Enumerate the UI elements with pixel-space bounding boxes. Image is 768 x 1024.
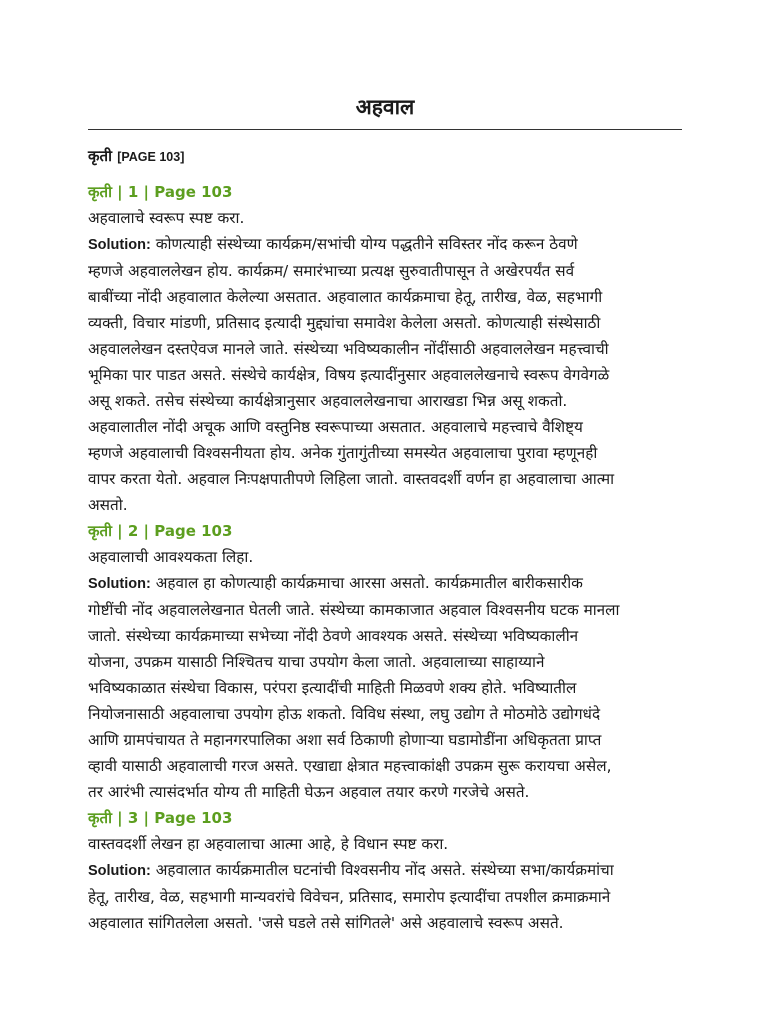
answer-line: अहवालातील नोंदी अचूक आणि वस्तुनिष्ठ स्वरूपाच्या असतात. अहवालाचे महत्त्वाचे वैशिष्ट्य	[88, 418, 583, 436]
question-heading-2: कृती | 2 | Page 103	[88, 522, 233, 540]
question-text-2: अहवालाची आवश्यकता लिहा.	[88, 548, 254, 566]
answer-line: नियोजनासाठी अहवालाचा उपयोग होऊ शकतो. विविध संस्था, लघु उद्योग ते मोठमोठे उद्योगधंदे	[88, 705, 601, 723]
answer-line: हेतू, तारीख, वेळ, सहभागी मान्यवरांचे विवेचन, प्रतिसाद, समारोप इत्यादींचा तपशील क्रमाक्रमाने	[88, 888, 611, 906]
answer-line: व्यक्ती, विचार मांडणी, प्रतिसाद इत्यादी मुद्द्यांचा समावेश केलेला असतो. कोणत्याही संस्थेसाठी	[88, 314, 601, 332]
answer-line: आणि ग्रामपंचायत ते महानगरपालिका अशा सर्व ठिकाणी होणाऱ्या घडामोडींना अधिकृतता प्राप्त	[88, 731, 602, 749]
answer-line: अहवालात कार्यक्रमातील घटनांची विश्वसनीय नोंद असते. संस्थेच्या सभा/कार्यक्रमांचा	[155, 861, 614, 879]
page-title: अहवाल	[355, 95, 415, 119]
answer-line: कोणत्याही संस्थेच्या कार्यक्रम/सभांची योग्य पद्धतीने सविस्तर नोंद करून ठेवणे	[155, 235, 578, 253]
question-block-3	[88, 805, 688, 936]
answer-line: अहवालात सांगितलेला असतो. 'जसे घडले तसे सांगितले' असे अहवालाचे स्वरूप असते.	[88, 914, 564, 932]
answer-line: भविष्यकाळात संस्थेचा विकास, परंपरा इत्यादींची माहिती मिळवणे शक्य होते. भविष्यातील	[88, 679, 577, 697]
answer-2	[88, 570, 688, 805]
answer-line: जातो. संस्थेच्या कार्यक्रमाच्या सभेच्या नोंदी ठेवणे आवश्यक असते. संस्थेच्या भविष्यकालीन	[88, 627, 579, 645]
section-heading	[88, 143, 184, 170]
question-block-2	[88, 518, 688, 805]
answer-line: असतो.	[88, 496, 128, 514]
question-text-3: वास्तवदर्शी लेखन हा अहवालाचा आत्मा आहे, हे विधान स्पष्ट करा.	[88, 835, 449, 853]
solution-label: Solution:	[88, 863, 151, 879]
title-divider	[88, 129, 682, 130]
answer-line: म्हणजे अहवालाची विश्वसनीयता होय. अनेक गुंतागुंतीच्या समस्येत अहवालाचा पुरावा म्हणूनही	[88, 444, 598, 462]
answer-line: व्हावी यासाठी अहवालाची गरज असते. एखाद्या क्षेत्रात महत्त्वाकांक्षी उपक्रम सुरू करायचा असेल,	[88, 757, 612, 775]
question-text-1: अहवालाचे स्वरूप स्पष्ट करा.	[88, 209, 245, 227]
answer-line: गोष्टींची नोंद अहवाललेखनात घेतली जाते. संस्थेच्या कामकाजात अहवाल विश्वसनीय घटक मानला	[88, 601, 620, 619]
questions-list	[88, 179, 688, 936]
answer-line: अहवाललेखन दस्तऐवज मानले जाते. संस्थेच्या भविष्यकालीन नोंदींसाठी अहवाललेखन महत्त्वाची	[88, 340, 609, 358]
answer-line: वापर करता येतो. अहवाल निःपक्षपातीपणे लिहिला जातो. वास्तवदर्शी वर्णन हा अहवालाचा आत्मा	[88, 470, 615, 488]
answer-1	[88, 231, 688, 518]
answer-line: बाबींच्या नोंदी अहवालात केलेल्या असतात. अहवालात कार्यक्रमाचा हेतू, तारीख, वेळ, सहभागी	[88, 288, 603, 306]
section-page-tag: [PAGE 103]	[117, 150, 185, 164]
question-heading-1: कृती | 1 | Page 103	[88, 183, 233, 201]
solution-label: Solution:	[88, 576, 151, 592]
answer-line: असू शकते. तसेच संस्थेच्या कार्यक्षेत्रानुसार अहवाललेखनाचा आराखडा भिन्न असू शकतो.	[88, 392, 568, 410]
answer-line: अहवाल हा कोणत्याही कार्यक्रमाचा आरसा असतो. कार्यक्रमातील बारीकसारीक	[155, 574, 583, 592]
answer-line: योजना, उपक्रम यासाठी निश्चितच याचा उपयोग केला जातो. अहवालाच्या साहाय्याने	[88, 653, 545, 671]
answer-line: म्हणजे अहवाललेखन होय. कार्यक्रम/ समारंभाच्या प्रत्यक्ष सुरुवातीपासून ते अखेरपर्यंत सर्व	[88, 262, 575, 280]
question-block-1	[88, 179, 688, 518]
section-label: कृती	[88, 147, 112, 165]
answer-3	[88, 857, 688, 936]
answer-line: भूमिका पार पाडत असते. संस्थेचे कार्यक्षेत्र, विषय इत्यादींनुसार अहवाललेखनाचे स्वरूप वेगवेगळे	[88, 366, 610, 384]
answer-line: तर आरंभी त्यासंदर्भात योग्य ती माहिती घेऊन अहवाल तयार करणे गरजेचे असते.	[88, 783, 530, 801]
solution-label: Solution:	[88, 237, 151, 253]
question-heading-3: कृती | 3 | Page 103	[88, 809, 233, 827]
